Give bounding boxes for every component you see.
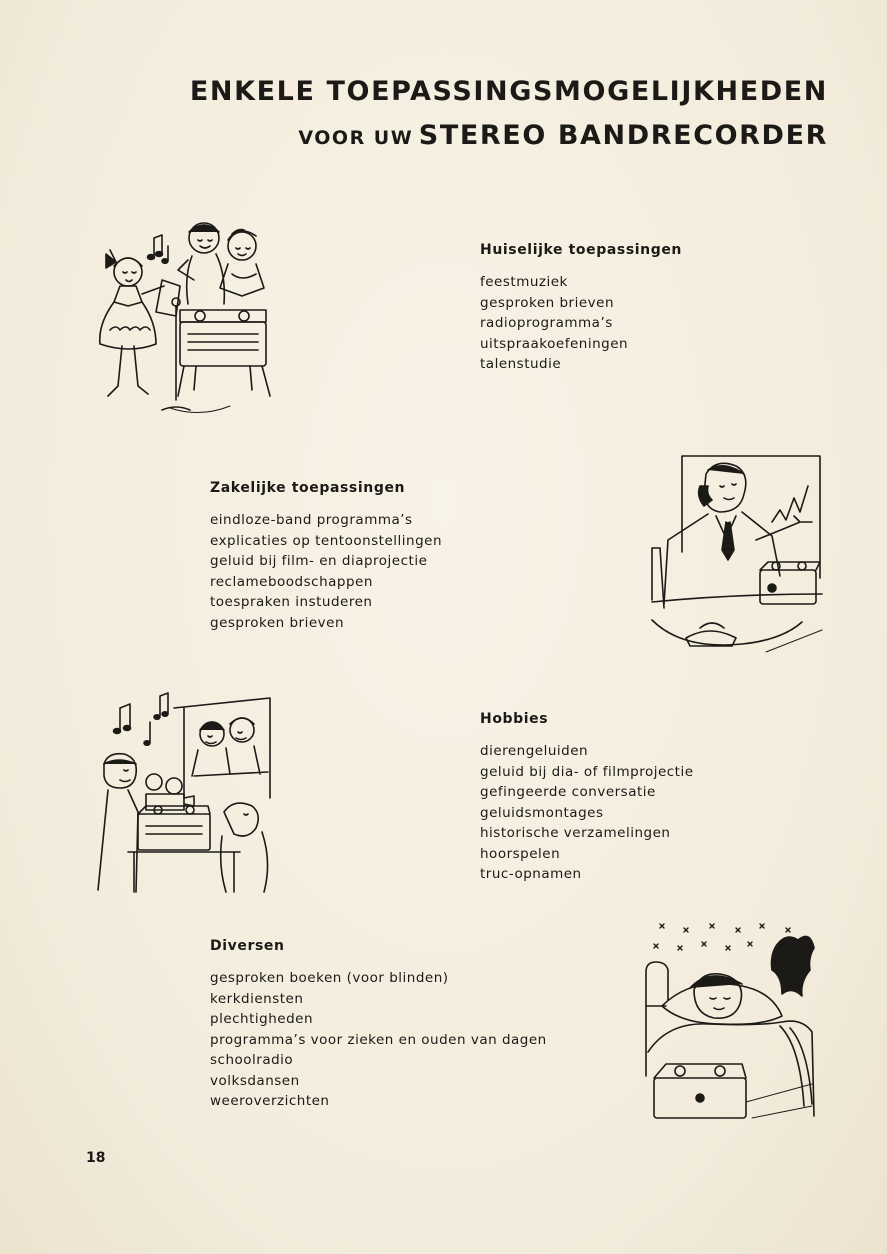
business-illustration — [646, 452, 826, 658]
list-item: eindloze-band programma’s — [210, 512, 413, 528]
page-title-line-1: ENKELE TOEPASSINGSMOGELIJKHEDEN — [189, 76, 828, 107]
list-item: gesproken boeken (voor blinden) — [210, 970, 449, 986]
list-item: gesproken brieven — [210, 614, 345, 631]
list-item: reclameboodschappen — [210, 573, 373, 590]
list-item: geluid bij film- en diaprojectie — [210, 553, 428, 569]
misc-illustration — [640, 916, 818, 1128]
household-illustration — [92, 210, 282, 425]
list-item: gesproken brieven — [480, 294, 615, 311]
item-list — [210, 968, 547, 1112]
list-item: truc-opnamen — [480, 866, 582, 882]
page-number: 18 — [86, 1150, 106, 1166]
list-item: feestmuziek — [480, 274, 568, 290]
section-hobbies — [480, 711, 694, 885]
page-title-line-2 — [200, 120, 828, 151]
item-list — [480, 272, 682, 375]
list-item: kerkdiensten — [210, 990, 304, 1007]
section-title: Diversen — [210, 938, 285, 954]
list-item: toespraken instuderen — [210, 594, 373, 610]
title-prefix: VOOR UW — [298, 127, 414, 149]
list-item: weeroverzichten — [210, 1093, 330, 1109]
list-item: plechtigheden — [210, 1011, 314, 1027]
section-title: Hobbies — [480, 711, 549, 727]
list-item: uitspraakoefeningen — [480, 335, 629, 352]
list-item: hoorspelen — [480, 845, 561, 862]
list-item: gefingeerde conversatie — [480, 784, 656, 800]
item-list — [480, 741, 694, 885]
list-item: historische verzamelingen — [480, 825, 671, 841]
item-list — [210, 510, 442, 633]
section-miscellaneous — [210, 938, 547, 1112]
section-title: Zakelijke toepassingen — [210, 480, 406, 496]
section-title: Huiselijke toepassingen — [480, 242, 682, 258]
list-item: geluidsmontages — [480, 804, 604, 821]
hobbies-illustration — [94, 686, 274, 898]
list-item: schoolradio — [210, 1052, 294, 1068]
section-business — [210, 480, 442, 633]
list-item: programma’s voor zieken en ouden van dagen — [210, 1031, 547, 1048]
list-item: radioprogramma’s — [480, 315, 613, 331]
list-item: talenstudie — [480, 356, 562, 372]
list-item: explicaties op tentoonstellingen — [210, 532, 443, 549]
section-household — [480, 242, 682, 375]
list-item: volksdansen — [210, 1072, 300, 1089]
list-item: geluid bij dia- of filmprojectie — [480, 763, 694, 780]
list-item: dierengeluiden — [480, 743, 589, 759]
title-main: STEREO BANDRECORDER — [418, 120, 828, 151]
